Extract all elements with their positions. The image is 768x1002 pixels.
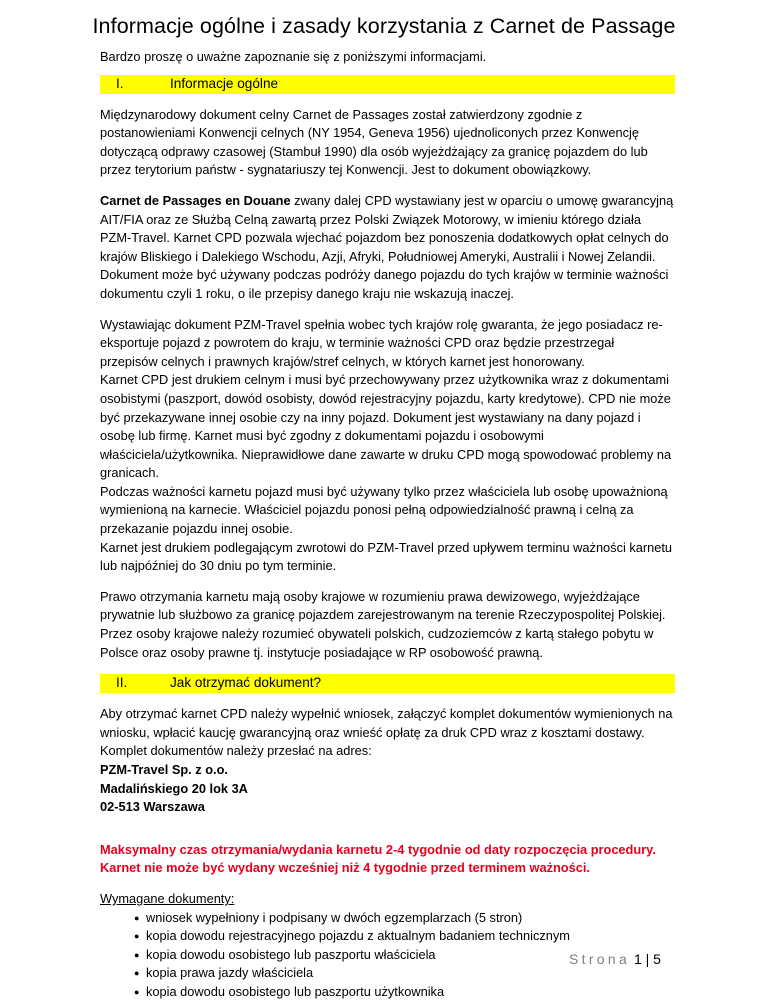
footer-page-number: 1 — [633, 951, 642, 967]
warning-processing-time: Maksymalny czas otrzymania/wydania karnetu 2-4 tygodnie od daty rozpoczęcia procedury. — [100, 841, 656, 857]
paragraph: Wystawiając dokument PZM-Travel spełnia wobec tych krajów rolę gwaranta, że jego posiadacz re-eksportuje pojazd z powrotem do kraju, w terminie ważności CPD oraz będzie przestrzegał przepisów celnych i prawnych krajów/stref celnych, w których karnet jest honorowany. — [100, 316, 663, 369]
list-item: ● kopia dowodu rejestracyjnego pojazdu z aktualnym badaniem technicznym — [134, 927, 675, 946]
section-title: Informacje ogólne — [170, 75, 279, 91]
section-number: II. — [116, 675, 128, 691]
document-title: Informacje ogólne i zasady korzystania z Carnet de Passage — [92, 14, 676, 38]
footer-page-word: Strona — [569, 951, 631, 967]
address-line-street: Madalińskiego 20 lok 3A — [100, 780, 248, 796]
section-heading-how-to-obtain — [100, 674, 675, 693]
section-heading-general-info — [100, 75, 675, 94]
cpd-full-name: Carnet de Passages en Douane — [100, 192, 291, 208]
paragraph: Prawo otrzymania karnetu mają osoby krajowe w rozumieniu prawa dewizowego, wyjeżdżające prywatnie lub służbowo za granicę pojazdem zarejestrowanym na terenie Rzeczypospolitej Polskiej. Przez osoby krajowe należy rozumieć obywateli polskich, cudzoziemców z kartą stałego pobytu w Polsce oraz osoby prawne tj. instytucje posiadające w RP osobowość prawną. — [100, 588, 666, 660]
list-item: ● kopia prawa jazdy właściciela — [134, 964, 675, 983]
warning-issue-date: Karnet nie może być wydany wcześniej niż 4 tygodnie przed terminem ważności. — [100, 860, 590, 876]
list-item: ● wniosek wypełniony i podpisany w dwóch egzemplarzach (5 stron) — [134, 909, 675, 928]
paragraph-text: zwany dalej CPD wystawiany jest w oparciu o umowę gwarancyjną AIT/FIA oraz ze Służbą Celną zawartą przez Polski Związek Motorowy, w imieniu którego działa PZM-Travel. Karnet CPD pozwala wjechać pojazdom bez ponoszenia dodatkowych opłat celnych do krajów Bliskiego i Dalekiego Wschodu, Azji, Afryki, Południowej Ameryki, Australii i Nowej Zelandii. Dokument może być używany podczas podróży danego pojazdu do tych krajów w terminie ważności dokumentu czyli 1 roku, o ile przepisy danego kraju nie wskazują inaczej. — [100, 192, 674, 301]
section-title: Jak otrzymać dokument? — [170, 675, 322, 691]
document-body — [100, 48, 675, 1002]
footer-separator: | — [645, 951, 650, 967]
paragraph: Aby otrzymać karnet CPD należy wypełnić wniosek, załączyć komplet dokumentów wymienionych na wniosku, wpłacić kaucję gwarancyjną oraz wnieść opłatę za druk CPD wraz z kosztami dostawy. Komplet dokumentów należy przesłać na adres: — [100, 706, 673, 759]
paragraph: Karnet jest drukiem podlegającym zwrotowi do PZM-Travel przed upływem terminu ważności karnetu lub najpóźniej do 30 dniu po tym terminie. — [100, 539, 673, 574]
paragraph: Karnet CPD jest drukiem celnym i musi być przechowywany przez użytkownika wraz z dokumentami osobistymi (paszport, dowód osobisty, dowód rejestracyjny pojazdu, karty kredytowe). CPD nie może być przekazywane innej osobie czy na inny pojazd. Dokument jest wystawiany na dany pojazd i osobę lub firmę. Karnet musi być zgodny z dokumentami pojazdu i osobowymi właściciela/użytkownika. Nieprawidłowe dane zawarte w druku CPD mogą spowodować problemy na granicach. — [100, 372, 672, 481]
paragraph — [100, 192, 675, 304]
intro-text: Bardzo proszę o uważne zapoznanie się z poniższymi informacjami. — [100, 49, 487, 64]
address-line-city: 02-513 Warszawa — [100, 799, 205, 815]
paragraph: Podczas ważności karnetu pojazd musi być używany tylko przez właściciela lub osobę upoważnioną wymienioną na karnecie. Właściciel pojazdu ponosi pełną odpowiedzialność prawną i celną za przekazanie pojazdu innej osobie. — [100, 483, 668, 537]
list-item: ● kopia dowodu osobistego lub paszportu właściciela — [134, 946, 675, 965]
paragraph: Międzynarodowy dokument celny Carnet de Passages został zatwierdzony zgodnie z postanowieniami Konwencji celnych (NY 1954, Geneva 1956) ujednoliconych przez Konwencję dotyczącą odprawy czasowej (Stambuł 1990) dla osób wyjeżdżający za granicę pojazdem do lub przez terytorium państw - sygnatariuszy tej Konwencji. Jest to dokument obowiązkowy. — [100, 106, 648, 178]
footer-page-total: 5 — [653, 951, 661, 967]
page-footer — [569, 951, 661, 967]
address-line-company: PZM-Travel Sp. z o.o. — [100, 762, 228, 777]
section-number: I. — [116, 75, 124, 91]
required-documents-label: Wymagane dokumenty: — [100, 890, 235, 906]
list-item: ● kopia dowodu osobistego lub paszportu użytkownika — [134, 983, 675, 1002]
